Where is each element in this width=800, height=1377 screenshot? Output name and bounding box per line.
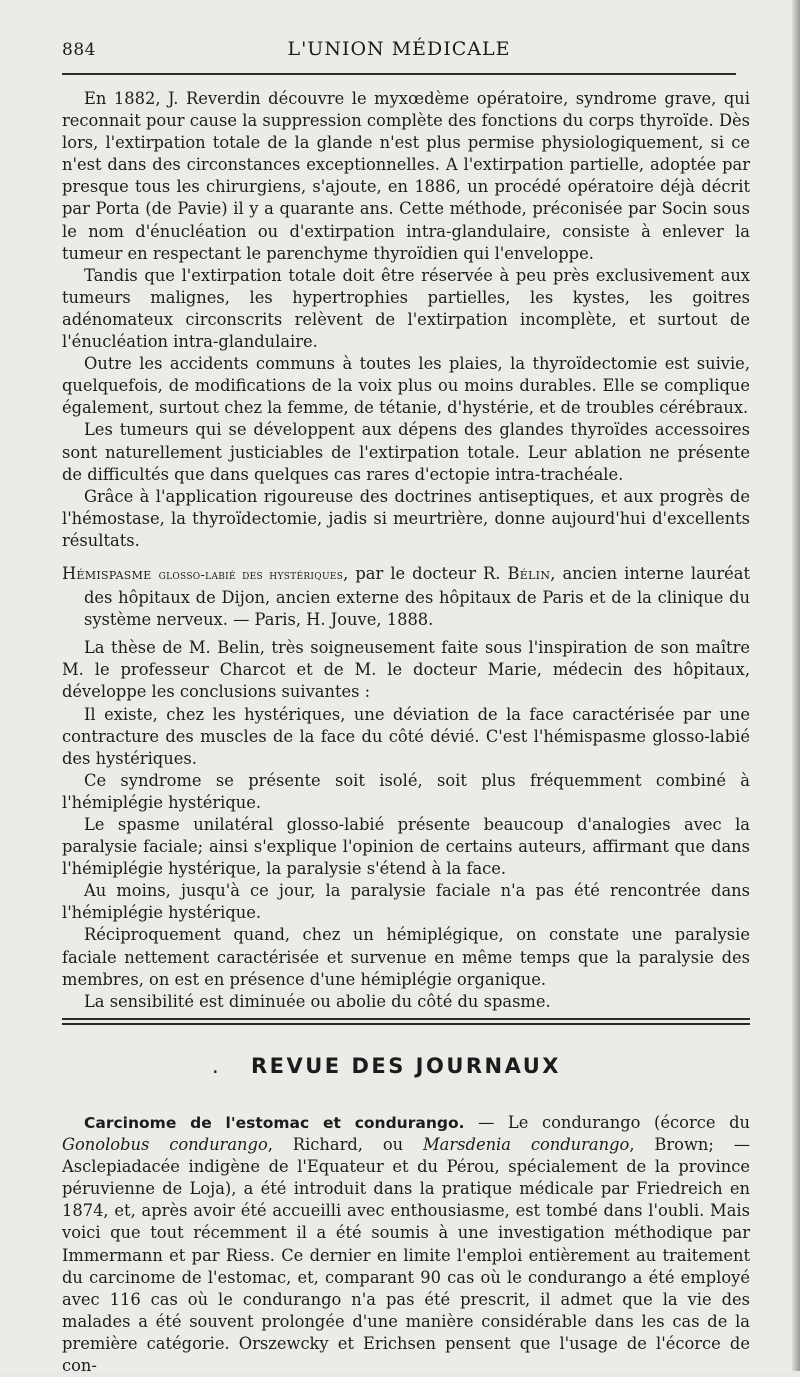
- journal-title: L'UNION MÉDICALE: [287, 38, 511, 60]
- review-paragraph: Au moins, jusqu'à ce jour, la paralysie faciale n'a pas été rencontrée dans l'hémiplégie hystérique.: [62, 881, 750, 923]
- heading-dot: .: [212, 1054, 222, 1078]
- bibliographic-entry: [62, 563, 750, 631]
- header-rule: [62, 73, 736, 75]
- bibliographic-details: , ancien interne lauréat des hôpitaux de Dijon, ancien externe des hôpitaux de Paris et de la clinique du système nerveux. — Paris, H. Jouve, 1888.: [84, 563, 750, 630]
- review-paragraph: La thèse de M. Belin, très soigneusement faite sous l'inspiration de son maître M. le professeur Charcot et de M. le docteur Marie, médecin des hôpitaux, développe les conclusions suivantes :: [62, 638, 750, 702]
- paragraph: Grâce à l'application rigoureuse des doctrines antiseptiques, et aux progrès de l'hémostase, la thyroïdectomie, jadis si meurtrière, donne aujourd'hui d'excellents résultats.: [62, 486, 750, 550]
- book-title-caps: Hémispasme: [62, 563, 152, 583]
- spacer: [62, 552, 750, 558]
- review-paragraph: Réciproquement quand, chez un hémiplégique, on constate une paralysie faciale nettement caractérisée et survenue en même temps que la paralysie des membres, on est en présence d'une hémiplégie organique.: [62, 925, 750, 989]
- book-title-small-caps: glosso-labié des hystériques: [158, 567, 344, 583]
- article-paragraph: [62, 1112, 750, 1377]
- paragraph: Tandis que l'extirpation totale doit être réservée à peu près exclusivement aux tumeurs malignes, les hypertrophies partielles, les kystes, les goitres adénomateux circonscrits relèvent de l'extirpation incomplète, et surtout de l'énucléation intra-glandulaire.: [62, 265, 750, 352]
- review-paragraph: La sensibilité est diminuée ou abolie du côté du spasme.: [84, 991, 551, 1011]
- page-edge-shadow: [792, 0, 800, 1371]
- paragraph: En 1882, J. Reverdin découvre le myxœdème opératoire, syndrome grave, qui reconnait pour cause la suppression complète des fonctions du corps thyroïde. Dès lors, l'extirpation totale de la glande n'est plus permise physiologiquement, si ce n'est dans des circonstances exceptionnelles. A l'extirpation partielle, adoptée par presque tous les chirurgiens, s'ajoute, en 1886, un procédé opératoire déjà décrit par Porta (de Pavie) il y a quarante ans. Cette méthode, préconisée par Socin sous le nom d'énucléation ou d'extirpation intra-glandulaire, consiste à enlever la tumeur en respectant le parenchyme thyroïdien qui l'enveloppe.: [62, 89, 750, 263]
- author-prefix: , par le docteur R.: [343, 563, 508, 583]
- article-text: , Brown; — Asclepiadacée indigène de l'Equateur et du Pérou, spécialement de la province péruvienne de Loja), a été introduit dans la pratique médicale par Friedreich en 1874, et, après avoir été accueilli avec enthousiasme, est tombé dans l'oubli. Mais voici que tout récemment il a été soumis à une investigation méthodique par Immermann et par Riess. Ce dernier en limite l'emploi entièrement au traitement du carcinome de l'estomac, et, comparant 90 cas où le condurango a été employé avec 116 cas où le condurango n'a pas été prescrit, il admet que la vie des malades a été souvent prolongée d'une manière considérable dans les cas de la première catégorie. Orszewcky et Erichsen pensent que l'usage de l'écorce de con-: [62, 1135, 751, 1376]
- species-name: Marsdenia condurango: [423, 1135, 630, 1155]
- article-title: Carcinome de l'estomac et condurango.: [84, 1114, 465, 1132]
- author-name: Bélin: [507, 563, 551, 583]
- section-divider: [62, 1018, 750, 1025]
- review-paragraph: Il existe, chez les hystériques, une déviation de la face caractérisée par une contracture des muscles de la face du côté dévié. C'est l'hémispasme glosso-labié des hystériques.: [62, 704, 750, 768]
- article-text: — Le condurango (écorce du: [464, 1113, 750, 1132]
- paragraph: Outre les accidents communs à toutes les plaies, la thyroïdectomie est suivie, quelquefois, de modifications de la voix plus ou moins durables. Elle se complique également, surtout chez la femme, de tétanie, d'hystérie, et de troubles cérébraux.: [62, 354, 750, 418]
- review-paragraph: Ce syndrome se présente soit isolé, soit plus fréquemment combiné à l'hémiplégie hystérique.: [62, 770, 750, 812]
- journal-review-body: [62, 1112, 750, 1377]
- page-number: 884: [62, 40, 96, 60]
- article-text: , Richard, ou: [267, 1135, 423, 1155]
- section-title-text: REVUE DES JOURNAUX: [250, 1054, 561, 1078]
- review-paragraph: Le spasme unilatéral glosso-labié présente beaucoup d'analogies avec la paralysie faciale; ainsi s'explique l'opinion de certains auteurs, affirmant que dans l'hémiplégie hystérique, la paralysie s'étend à la face.: [62, 815, 750, 879]
- article-body: [62, 88, 750, 1013]
- species-name: Gonolobus condurango: [62, 1135, 268, 1155]
- paragraph: Les tumeurs qui se développent aux dépens des glandes thyroïdes accessoires sont naturellement justiciables de l'extirpation totale. Leur ablation ne présente de difficultés que dans quelques cas rares d'ectopie intra-trachéale.: [62, 420, 750, 484]
- running-head: [62, 40, 736, 66]
- section-heading: [62, 1054, 750, 1078]
